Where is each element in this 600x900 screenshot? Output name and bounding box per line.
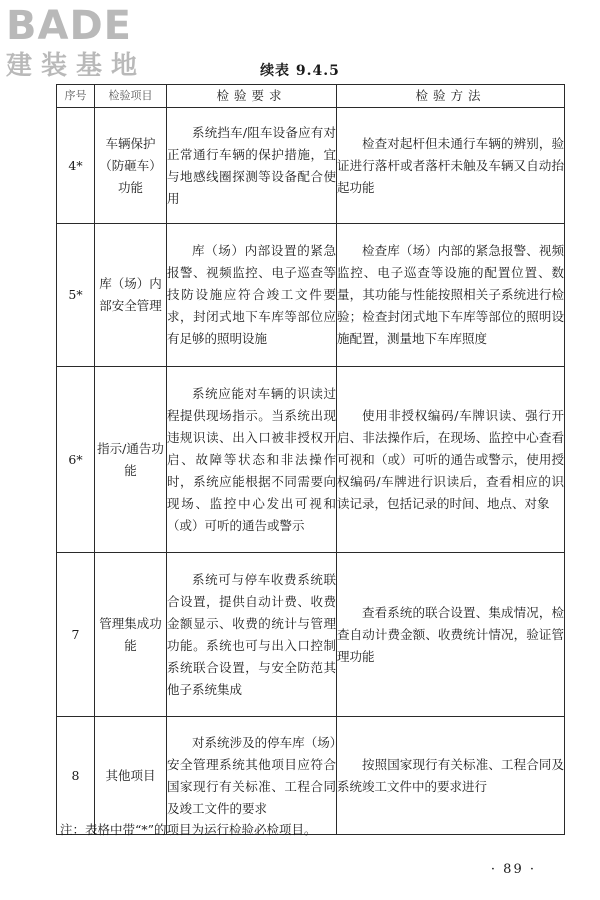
row-requirement: 对系统涉及的停车库（场）安全管理系统其他项目应符合国家现行有关标准、工程合同及竣工文件的要求: [167, 717, 337, 835]
row-requirement: 系统应能对车辆的识读过程提供现场指示。当系统出现违规识读、出入口被非授权开启、故障等状态和非法操作时，系统应能根据不同需要向现场、监控中心发出可视和（或）可听的通告或警示: [167, 367, 337, 553]
table-row: [57, 367, 565, 553]
row-no: 4*: [57, 108, 95, 224]
row-item: 车辆保护（防砸车）功能: [95, 108, 167, 224]
header-no: 序号: [57, 85, 95, 108]
row-no: 6*: [57, 367, 95, 553]
table-row: [57, 108, 565, 224]
header-requirement: 检验要求: [167, 85, 337, 108]
row-item: 管理集成功能: [95, 553, 167, 717]
table-row: [57, 224, 565, 367]
row-requirement: 系统挡车/阻车设备应有对正常通行车辆的保护措施，宜与地感线圈探测等设备配合使用: [167, 108, 337, 224]
header-method: 检验方法: [337, 85, 565, 108]
row-item: 库（场）内部安全管理: [95, 224, 167, 367]
row-method: 使用非授权编码/车牌识读、强行开启、非法操作后，在现场、监控中心查看可视和（或）可听的通告或警示，使用授权编码/车牌进行识读后，查看相应的识读记录，包括记录的时间、地点、对象: [337, 367, 565, 553]
row-no: 5*: [57, 224, 95, 367]
table-footnote: 注：表格中带“*”的项目为运行检验必检项目。: [60, 822, 317, 837]
inspection-table: [56, 84, 565, 835]
header-item: 检验项目: [95, 85, 167, 108]
table-row: [57, 717, 565, 835]
table-title: 续表 9.4.5: [260, 63, 340, 79]
row-no: 7: [57, 553, 95, 717]
row-item: 其他项目: [95, 717, 167, 835]
page-number: · 89 ·: [490, 862, 536, 877]
row-method: 查看系统的联合设置、集成情况，检查自动计费金额、收费统计情况，验证管理功能: [337, 553, 565, 717]
row-requirement: 系统可与停车收费系统联合设置，提供自动计费、收费金额显示、收费的统计与管理功能。系统也可与出入口控制系统联合设置，与安全防范其他子系统集成: [167, 553, 337, 717]
table-header-row: [57, 85, 565, 108]
row-method: 按照国家现行有关标准、工程合同及系统竣工文件中的要求进行: [337, 717, 565, 835]
watermark-brand: BADE: [6, 3, 132, 49]
watermark-subtitle: 建装基地: [6, 51, 147, 81]
row-no: 8: [57, 717, 95, 835]
row-requirement: 库（场）内部设置的紧急报警、视频监控、电子巡查等技防设施应符合竣工文件要求，封闭式地下车库等部位应有足够的照明设施: [167, 224, 337, 367]
table-row: [57, 553, 565, 717]
row-method: 检查对起杆但未通行车辆的辨别，验证进行落杆或者落杆未触及车辆又自动抬起功能: [337, 108, 565, 224]
row-item: 指示/通告功能: [95, 367, 167, 553]
row-method: 检查库（场）内部的紧急报警、视频监控、电子巡查等设施的配置位置、数量，其功能与性能按照相关子系统进行检验；检查封闭式地下车库等部位的照明设施配置，测量地下车库照度: [337, 224, 565, 367]
